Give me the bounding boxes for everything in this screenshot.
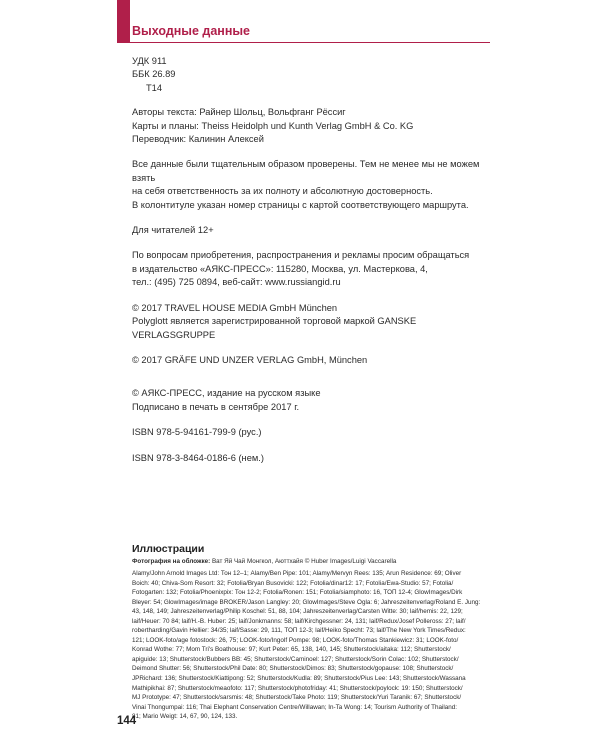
credit-line: JPRichard: 136; Shutterstock/Kiattipong: 52; Shutterstock/Kudla: 89; Shutterstock/Pius Lee: 143; Shutterstock/Wassana xyxy=(132,675,466,683)
credit-line: Boich: 40; Chiva-Som Resort: 32; Fotolia/Bryan Busovicki: 122; Fotolia/dinar12: 17; Fotolia/Ewa-Studio: 57; Fotolia/ xyxy=(132,579,454,587)
disclaimer-line: на себя ответственность за их полноту и абсолютную достоверность. xyxy=(132,186,433,197)
contacts-line: По вопросам приобретения, распространения и рекламы просим обращаться xyxy=(132,250,470,261)
contacts-line: тел.: (495) 725 0894, веб-сайт: www.russiangid.ru xyxy=(132,277,341,288)
credit-line: laif/Heuer: 70 84; laif/H.-B. Huber: 25; laif/Jonkmanns: 58; laif/Kirchgessner: 24, 131; laif/Redux/Josef Polleross: 27; laif/ xyxy=(132,617,466,625)
copyright-grafe: © 2017 GRÄFE UND UNZER VERLAG GmbH, München xyxy=(132,354,368,365)
bbk-code: ББК 26.89 xyxy=(132,69,176,80)
credit-line: 81; Mario Weigt: 14, 67, 90, 124, 133. xyxy=(132,713,238,721)
isbn-russian: ISBN 978-5-94161-799-9 (рус.) xyxy=(132,427,262,438)
print-date: Подписано в печать в сентябре 2017 г. xyxy=(132,401,300,412)
disclaimer-line: Все данные были тщательным образом проверены. Тем не менее мы не можем взять xyxy=(132,159,480,183)
imprint-content xyxy=(132,55,482,465)
chapter-tab-marker xyxy=(117,0,130,42)
trademark-note: Polyglott является зарегистрированной торговой маркой GANSKE VERLAGSGRUPPE xyxy=(132,316,417,340)
credit-line: Vinai Thongumpai: 116; Thai Elephant Conservation Centre/Willawan; In-Ta Wong: 14; Tourism Authority of Thailand: xyxy=(132,703,458,711)
credit-line: Deimond Shutter: 56; Shutterstock/Phil Date: 80; Shutterstock/Dimos: 83; Shutterstock/gopause: 108; Shutterstock/ xyxy=(132,665,454,673)
credit-line: robertharding/Gavin Hellier: 34/35; laif/Sasse: 29, 111, ТОП 12-3; laif/Heiko Specht: 73; laif/The New York Times/Redux: xyxy=(132,627,466,635)
credit-line: Bleyer: 54; GlowImages/image BROKER/Jason Langley: 20; GlowImages/Steve Ogla: 6; Jahreszeitenverlag/Roland E. Jung: xyxy=(132,598,481,606)
credit-line: Fotogarten: 132; Fotolia/Phoenixpix: Тон 12-2; Fotolia/Ronen: 151; Fotolia/siamphoto: 16, ТОП 12-4; GlowImages/Dirk xyxy=(132,589,463,597)
cover-label: Фотография на обложке: xyxy=(132,558,211,565)
text-authors: Авторы текста: Райнер Шольц, Вольфганг Рёссиг xyxy=(132,107,346,118)
udk-code: УДК 911 xyxy=(132,56,167,66)
disclaimer-line: В колонтитуле указан номер страницы с картой соответствующего маршрута. xyxy=(132,199,469,210)
cover-text: Ват Яй Чай Монгкол, Аюттхайя © Huber Images/Luigi Vaccarella xyxy=(210,558,397,565)
credit-line: MJ Prototype: 47; Shutterstock/sarsmis: 48; Shutterstock/Take Photo: 119; Shutterstock/Yuri Taranik: 67; Shutterstock/ xyxy=(132,694,462,702)
cover-photo-credit xyxy=(132,557,482,566)
illustrations-heading: Иллюстрации xyxy=(132,543,205,555)
isbn-german: ISBN 978-3-8464-0186-6 (нем.) xyxy=(132,452,264,463)
copyright-russian-edition: © АЯКС-ПРЕСС, издание на русском языке xyxy=(132,388,321,399)
credit-line: 121; LOOK-foto/age fotostock: 26, 75; LOOK-foto/Ingolf Pompe: 98; LOOK-foto/Thomas Stankiewicz: 31; LOOK-foto/ xyxy=(132,636,459,644)
maps-credit: Карты и планы: Theiss Heidolph und Kunth Verlag GmbH & Co. KG xyxy=(132,120,414,131)
photo-credits xyxy=(132,569,485,722)
age-rating: Для читателей 12+ xyxy=(132,225,214,236)
contacts-line: в издательство «АЯКС-ПРЕСС»: 115280, Москва, ул. Мастеркова, 4, xyxy=(132,263,428,274)
author-mark: Т14 xyxy=(146,82,163,93)
credit-line: Konrad Wothe: 77; Mom Tri's Boathouse: 97; Kurt Peter: 65, 138, 140, 145; Shutterstock/aitaka: 112; Shutterstock/ xyxy=(132,646,451,654)
translator: Переводчик: Калинин Алексей xyxy=(132,134,264,145)
credit-line: apiguide: 13; Shutterstock/Bubbers BB: 45; Shutterstock/Caminoel: 127; Shutterstock/Sorin Colac: 102; Shutterstock/ xyxy=(132,655,459,663)
credit-line: 43, 148, 149; Jahreszeitenverlag/Philip Koschel: 51, 88, 104; Jahreszeitenverlag/Carsten Witte: 30; laif/hemis: 22, 129; xyxy=(132,608,463,616)
credit-line: Alamy/John Arnold Images Ltd: Тон 12–1; Alamy/Ben Pipe: 101; Alamy/Mervyn Rees: 135; Arun Residence: 69; Oliver xyxy=(132,570,462,577)
credit-line: Mathipikhai: 87; Shutterstock/meaofoto: 117; Shutterstock/photofriday: 41; Shutterstock/poylock: 19: 150; Shutterstock/ xyxy=(132,684,463,692)
copyright-travel-house: © 2017 TRAVEL HOUSE MEDIA GmbH München xyxy=(132,302,338,313)
page-number: 144 xyxy=(117,715,137,727)
header-divider xyxy=(117,42,490,43)
section-title: Выходные данные xyxy=(132,24,251,38)
